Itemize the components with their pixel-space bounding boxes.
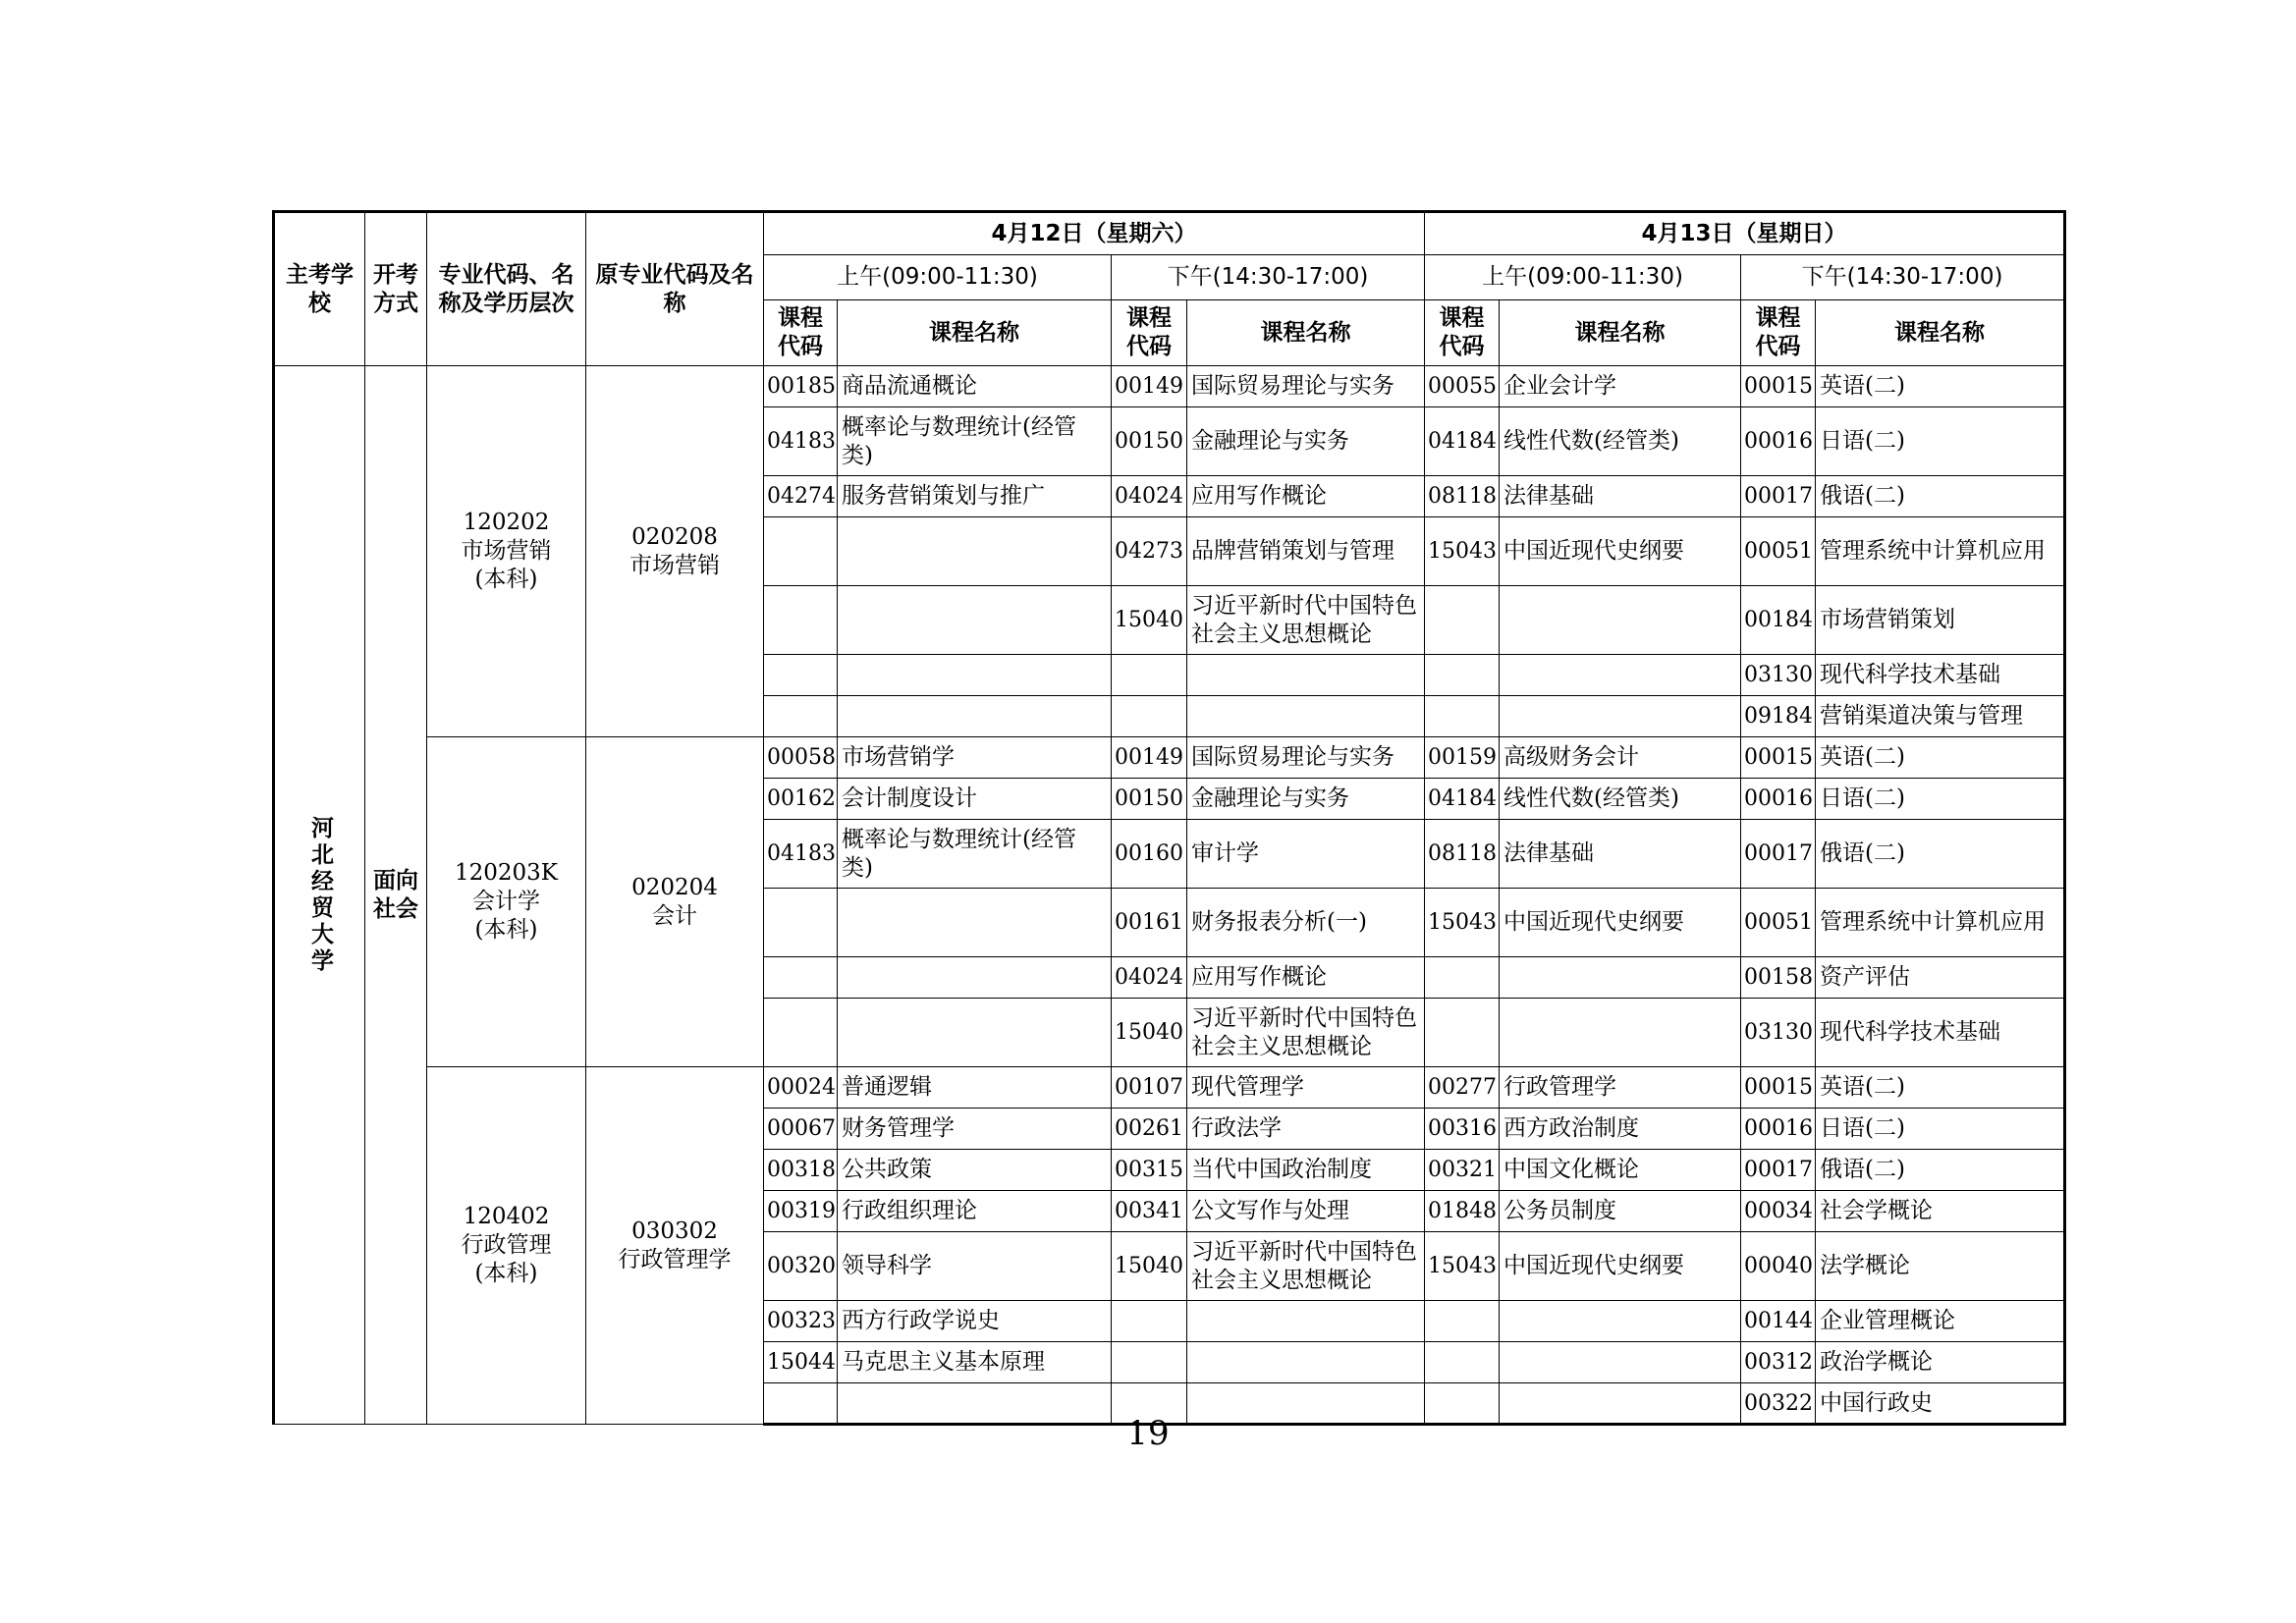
course-code (1425, 1342, 1500, 1383)
course-code: 00107 (1112, 1067, 1187, 1109)
course-name: 领导科学 (838, 1232, 1112, 1301)
course-code (1425, 957, 1500, 999)
school-cell (274, 366, 365, 1425)
major-code: 120203K (455, 860, 558, 886)
course-name: 国际贸易理论与实务 (1187, 366, 1425, 407)
course-code: 00277 (1425, 1067, 1500, 1109)
course-name: 行政管理学 (1500, 1067, 1741, 1109)
course-code: 04183 (764, 820, 838, 889)
major-level: (本科) (474, 917, 538, 943)
course-code: 00323 (764, 1301, 838, 1342)
orig-major-code: 020208 (631, 523, 718, 550)
course-name: 西方行政学说史 (838, 1301, 1112, 1342)
course-name: 线性代数(经管类) (1500, 407, 1741, 476)
course-name: 市场营销学 (838, 737, 1112, 779)
course-name: 概率论与数理统计(经管类) (838, 820, 1112, 889)
course-name: 法律基础 (1500, 476, 1741, 517)
course-code (1425, 696, 1500, 737)
course-code: 00149 (1112, 737, 1187, 779)
orig-major-cell (586, 737, 764, 1067)
course-name: 法学概论 (1816, 1232, 2065, 1301)
header-mode: 开考方式 (365, 212, 427, 366)
course-code: 00321 (1425, 1150, 1500, 1191)
exam-schedule-table (272, 210, 2066, 1426)
course-name (1187, 696, 1425, 737)
course-code (764, 586, 838, 655)
table-row (274, 737, 2065, 779)
exam-mode-text: 面向社会 (373, 867, 418, 922)
course-code: 00055 (1425, 366, 1500, 407)
course-code (1112, 1342, 1187, 1383)
school-name: 河北经贸大学 (307, 815, 333, 975)
course-name: 公务员制度 (1500, 1191, 1741, 1232)
major-code: 120202 (463, 510, 550, 535)
course-code (1425, 1301, 1500, 1342)
course-name: 现代科学技术基础 (1816, 655, 2065, 696)
course-code: 00015 (1741, 1067, 1816, 1109)
course-code (764, 696, 838, 737)
course-name (1187, 1342, 1425, 1383)
course-code: 04273 (1112, 517, 1187, 586)
course-code: 00016 (1741, 1109, 1816, 1150)
course-code (764, 655, 838, 696)
header-course-name: 课程名称 (1816, 300, 2065, 366)
course-code: 00034 (1741, 1191, 1816, 1232)
course-name: 俄语(二) (1816, 476, 2065, 517)
course-name: 应用写作概论 (1187, 957, 1425, 999)
course-code: 00051 (1741, 517, 1816, 586)
course-code: 00040 (1741, 1232, 1816, 1301)
course-code: 00144 (1741, 1301, 1816, 1342)
header-course-code: 课程代码 (764, 300, 838, 366)
course-name (1187, 1301, 1425, 1342)
course-code: 08118 (1425, 820, 1500, 889)
course-name: 审计学 (1187, 820, 1425, 889)
course-code: 15043 (1425, 517, 1500, 586)
course-name: 会计制度设计 (838, 779, 1112, 820)
major-level: (本科) (474, 567, 538, 592)
orig-major-code: 020204 (631, 874, 718, 900)
course-name: 线性代数(经管类) (1500, 779, 1741, 820)
major-cell (427, 737, 586, 1067)
course-name (838, 517, 1112, 586)
course-name: 中国近现代史纲要 (1500, 889, 1741, 957)
course-name: 政治学概论 (1816, 1342, 2065, 1383)
course-code: 00067 (764, 1109, 838, 1150)
header-day2-am: 上午(09:00-11:30) (1425, 255, 1741, 300)
course-name: 概率论与数理统计(经管类) (838, 407, 1112, 476)
course-name: 国际贸易理论与实务 (1187, 737, 1425, 779)
course-code: 15044 (764, 1342, 838, 1383)
course-code: 00024 (764, 1067, 838, 1109)
course-name: 市场营销策划 (1816, 586, 2065, 655)
course-code: 03130 (1741, 999, 1816, 1067)
course-code: 15040 (1112, 999, 1187, 1067)
course-name: 习近平新时代中国特色社会主义思想概论 (1187, 586, 1425, 655)
course-code (1425, 586, 1500, 655)
course-name: 英语(二) (1816, 366, 2065, 407)
course-name: 俄语(二) (1816, 820, 2065, 889)
course-code: 00318 (764, 1150, 838, 1191)
table-row (274, 1067, 2065, 1109)
course-code: 00150 (1112, 779, 1187, 820)
course-name: 中国行政史 (1816, 1383, 2065, 1425)
course-name: 法律基础 (1500, 820, 1741, 889)
course-name (1500, 1301, 1741, 1342)
course-code (1425, 655, 1500, 696)
major-code: 120402 (463, 1204, 550, 1229)
course-name: 马克思主义基本原理 (838, 1342, 1112, 1383)
course-name: 财务管理学 (838, 1109, 1112, 1150)
course-name: 企业会计学 (1500, 366, 1741, 407)
course-code: 00051 (1741, 889, 1816, 957)
course-name: 财务报表分析(一) (1187, 889, 1425, 957)
course-name (1500, 1342, 1741, 1383)
course-name: 日语(二) (1816, 1109, 2065, 1150)
orig-major-name: 会计 (652, 902, 697, 929)
course-name: 当代中国政治制度 (1187, 1150, 1425, 1191)
header-course-code: 课程代码 (1112, 300, 1187, 366)
course-code (764, 889, 838, 957)
course-name (1500, 586, 1741, 655)
course-name: 俄语(二) (1816, 1150, 2065, 1191)
major-name: 市场营销 (461, 538, 552, 564)
course-name: 习近平新时代中国特色社会主义思想概论 (1187, 999, 1425, 1067)
course-code: 00017 (1741, 476, 1816, 517)
orig-major-cell (586, 1067, 764, 1425)
header-day2: 4月13日（星期日） (1425, 212, 2065, 255)
course-name (1500, 655, 1741, 696)
course-name: 英语(二) (1816, 1067, 2065, 1109)
major-name: 会计学 (472, 889, 540, 914)
course-name (838, 999, 1112, 1067)
course-code: 04024 (1112, 957, 1187, 999)
course-code: 00185 (764, 366, 838, 407)
course-code (764, 517, 838, 586)
course-code: 03130 (1741, 655, 1816, 696)
course-code: 00312 (1741, 1342, 1816, 1383)
course-code (764, 957, 838, 999)
header-course-name: 课程名称 (1187, 300, 1425, 366)
course-code (764, 999, 838, 1067)
course-name: 中国近现代史纲要 (1500, 517, 1741, 586)
course-code (1112, 1301, 1187, 1342)
orig-major-name: 行政管理学 (618, 1246, 732, 1272)
course-code (1112, 655, 1187, 696)
course-name: 营销渠道决策与管理 (1816, 696, 2065, 737)
header-course-name: 课程名称 (838, 300, 1112, 366)
course-name: 中国文化概论 (1500, 1150, 1741, 1191)
header-orig-major: 原专业代码及名称 (586, 212, 764, 366)
course-name (838, 889, 1112, 957)
course-name: 西方政治制度 (1500, 1109, 1741, 1150)
exam-mode (365, 366, 427, 1425)
course-code: 04024 (1112, 476, 1187, 517)
course-name: 资产评估 (1816, 957, 2065, 999)
course-code: 00316 (1425, 1109, 1500, 1150)
course-code: 15040 (1112, 1232, 1187, 1301)
course-code: 00160 (1112, 820, 1187, 889)
table-row (274, 366, 2065, 407)
course-code: 00315 (1112, 1150, 1187, 1191)
course-code: 00320 (764, 1232, 838, 1301)
course-name: 品牌营销策划与管理 (1187, 517, 1425, 586)
course-name: 行政法学 (1187, 1109, 1425, 1150)
course-name: 管理系统中计算机应用 (1816, 889, 2065, 957)
course-code: 01848 (1425, 1191, 1500, 1232)
course-name (1500, 696, 1741, 737)
course-code: 15043 (1425, 889, 1500, 957)
course-code: 00015 (1741, 366, 1816, 407)
orig-major-code: 030302 (631, 1217, 718, 1244)
course-name: 服务营销策划与推广 (838, 476, 1112, 517)
course-name: 应用写作概论 (1187, 476, 1425, 517)
course-name (1500, 957, 1741, 999)
course-name: 日语(二) (1816, 407, 2065, 476)
course-name (838, 586, 1112, 655)
course-code (1112, 696, 1187, 737)
course-name: 金融理论与实务 (1187, 407, 1425, 476)
course-name (1187, 655, 1425, 696)
major-cell (427, 366, 586, 737)
major-level: (本科) (474, 1261, 538, 1286)
course-code: 00149 (1112, 366, 1187, 407)
course-name: 日语(二) (1816, 779, 2065, 820)
course-code: 00322 (1741, 1383, 1816, 1425)
course-code: 00158 (1741, 957, 1816, 999)
course-code: 00184 (1741, 586, 1816, 655)
header-day1-pm: 下午(14:30-17:00) (1112, 255, 1425, 300)
header-course-code: 课程代码 (1741, 300, 1816, 366)
course-code: 00159 (1425, 737, 1500, 779)
header-course-name: 课程名称 (1500, 300, 1741, 366)
course-name: 英语(二) (1816, 737, 2065, 779)
major-cell (427, 1067, 586, 1425)
orig-major-name: 市场营销 (629, 552, 720, 578)
course-name: 公共政策 (838, 1150, 1112, 1191)
course-name: 企业管理概论 (1816, 1301, 2065, 1342)
header-day1-am: 上午(09:00-11:30) (764, 255, 1112, 300)
course-code: 00161 (1112, 889, 1187, 957)
course-name (838, 957, 1112, 999)
course-name: 金融理论与实务 (1187, 779, 1425, 820)
course-name: 高级财务会计 (1500, 737, 1741, 779)
course-name (1500, 999, 1741, 1067)
course-code: 04183 (764, 407, 838, 476)
course-name: 现代科学技术基础 (1816, 999, 2065, 1067)
course-code: 04274 (764, 476, 838, 517)
course-code (1425, 999, 1500, 1067)
orig-major-cell (586, 366, 764, 737)
course-code: 15043 (1425, 1232, 1500, 1301)
course-code: 04184 (1425, 779, 1500, 820)
schedule-body (274, 366, 2065, 1425)
course-code: 15040 (1112, 586, 1187, 655)
course-code: 00017 (1741, 820, 1816, 889)
course-name: 普通逻辑 (838, 1067, 1112, 1109)
course-name: 商品流通概论 (838, 366, 1112, 407)
course-code: 00341 (1112, 1191, 1187, 1232)
course-name: 中国近现代史纲要 (1500, 1232, 1741, 1301)
course-code: 00319 (764, 1191, 838, 1232)
course-code: 08118 (1425, 476, 1500, 517)
course-code: 00015 (1741, 737, 1816, 779)
course-code: 00150 (1112, 407, 1187, 476)
header-school: 主考学校 (274, 212, 365, 366)
course-code: 00016 (1741, 779, 1816, 820)
course-code: 00016 (1741, 407, 1816, 476)
course-name: 公文写作与处理 (1187, 1191, 1425, 1232)
course-name (838, 655, 1112, 696)
course-code: 00017 (1741, 1150, 1816, 1191)
course-code: 00162 (764, 779, 838, 820)
header-major: 专业代码、名称及学历层次 (427, 212, 586, 366)
major-name: 行政管理 (461, 1232, 552, 1258)
page-number: 19 (1126, 1414, 1170, 1453)
header-course-code: 课程代码 (1425, 300, 1500, 366)
header-day2-pm: 下午(14:30-17:00) (1741, 255, 2065, 300)
course-name: 管理系统中计算机应用 (1816, 517, 2065, 586)
course-name: 行政组织理论 (838, 1191, 1112, 1232)
course-code: 09184 (1741, 696, 1816, 737)
course-name (838, 696, 1112, 737)
course-name: 社会学概论 (1816, 1191, 2065, 1232)
course-name: 现代管理学 (1187, 1067, 1425, 1109)
course-code: 04184 (1425, 407, 1500, 476)
course-code: 00261 (1112, 1109, 1187, 1150)
course-code: 00058 (764, 737, 838, 779)
course-name: 习近平新时代中国特色社会主义思想概论 (1187, 1232, 1425, 1301)
header-day1: 4月12日（星期六） (764, 212, 1425, 255)
